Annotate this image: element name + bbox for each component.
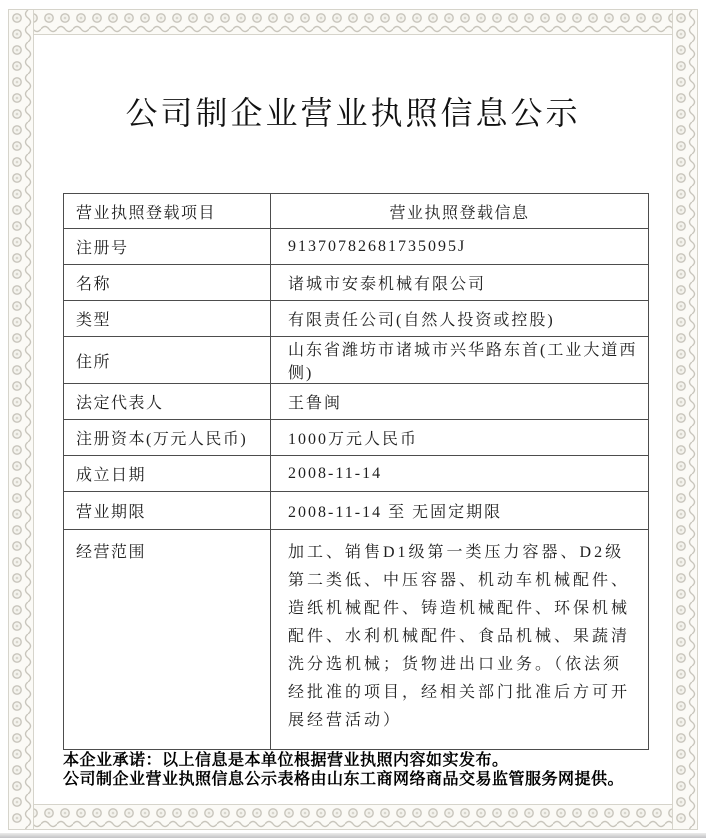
table-row-registered-capital — [64, 420, 649, 456]
footnote — [63, 751, 653, 789]
table-row-registration-number — [64, 229, 649, 265]
table-row-legal-representative — [64, 384, 649, 420]
row-value-cell: 91370782681735095J — [271, 229, 649, 265]
row-value-cell: 诸城市安泰机械有限公司 — [271, 265, 649, 301]
license-info-table — [63, 193, 649, 750]
row-label-cell: 营业期限 — [64, 492, 271, 530]
table-row-company-type — [64, 301, 649, 337]
table-row-company-name — [64, 265, 649, 301]
page-title: 公司制企业营业执照信息公示 — [125, 95, 581, 131]
row-label-cell: 类型 — [64, 301, 271, 337]
page-bottom-shadow — [0, 833, 706, 838]
row-label-cell: 住所 — [64, 337, 271, 384]
row-label-cell: 注册资本(万元人民币) — [64, 420, 271, 456]
footnote-line-provider: 公司制企业营业执照信息公示表格由山东工商网络商品交易监管服务网提供。 — [63, 771, 625, 788]
footnote-line-promise: 本企业承诺：以上信息是本单位根据营业执照内容如实发布。 — [63, 752, 509, 769]
header-item-col: 营业执照登载项目 — [64, 194, 271, 229]
row-value-cell: 有限责任公司(自然人投资或控股) — [271, 301, 649, 337]
row-label-cell: 注册号 — [64, 229, 271, 265]
row-value-cell: 1000万元人民币 — [271, 420, 649, 456]
row-label-cell: 名称 — [64, 265, 271, 301]
table-row-business-term — [64, 492, 649, 530]
ornate-border-bottom — [8, 804, 698, 830]
row-value-cell: 山东省潍坊市诸城市兴华路东首(工业大道西侧) — [271, 337, 649, 384]
row-label-cell: 经营范围 — [64, 530, 271, 750]
table-row-establish-date — [64, 456, 649, 492]
row-value-cell: 加工、销售D1级第一类压力容器、D2级第二类低、中压容器、机动车机械配件、造纸机械配件、铸造机械配件、环保机械配件、水利机械配件、食品机械、果蔬清洗分选机械；货物进出口业务。（依法须经批准的项目，经相关部门批准后方可开展经营活动） — [271, 530, 649, 750]
row-value-cell: 2008-11-14 至 无固定期限 — [271, 492, 649, 530]
table-header-row — [64, 194, 649, 229]
header-info-col: 营业执照登载信息 — [271, 194, 649, 229]
row-label-cell: 法定代表人 — [64, 384, 271, 420]
row-value-cell: 王鲁闽 — [271, 384, 649, 420]
ornate-border-top — [8, 9, 698, 35]
table-row-business-scope — [64, 530, 649, 750]
row-value-cell: 2008-11-14 — [271, 456, 649, 492]
row-label-cell: 成立日期 — [64, 456, 271, 492]
table-row-address — [64, 337, 649, 384]
